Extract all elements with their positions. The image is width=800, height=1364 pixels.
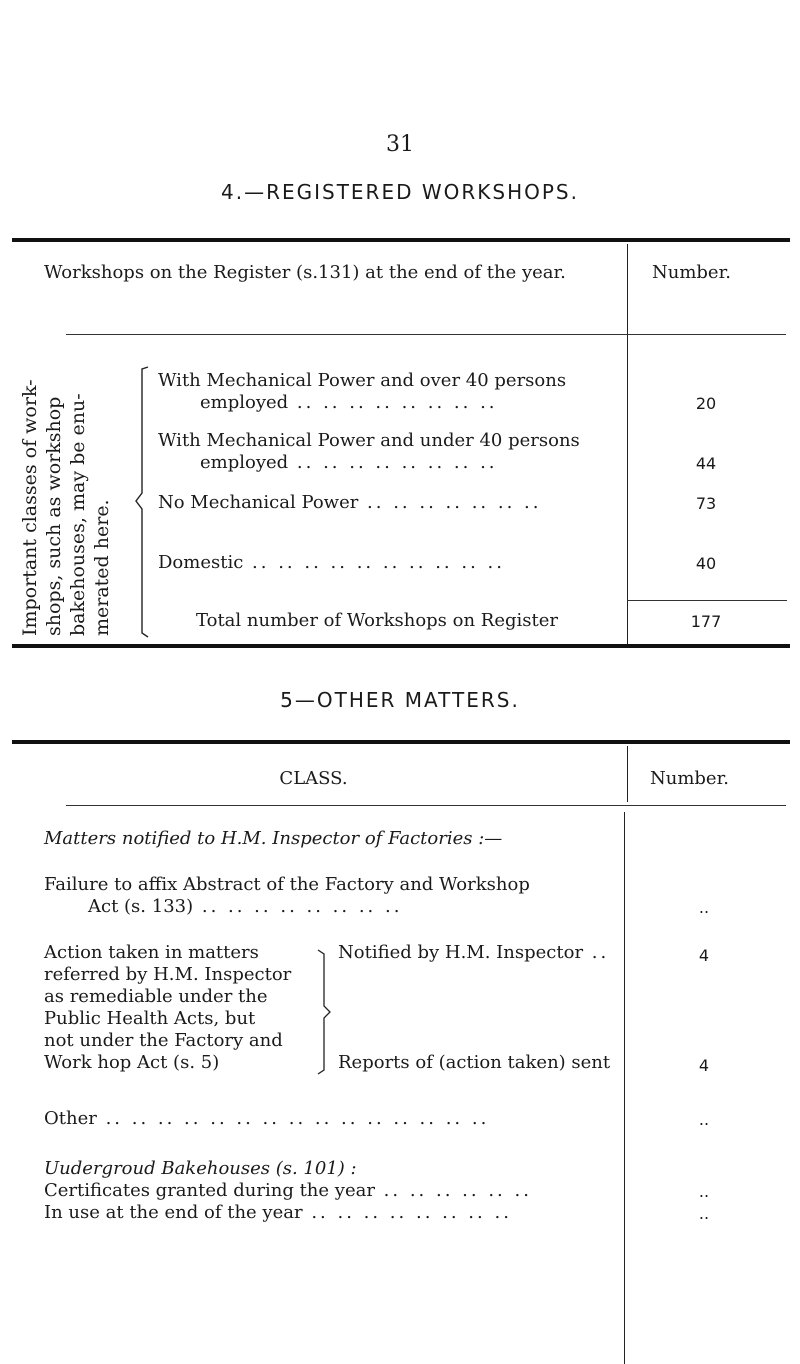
- workshops-header: Workshops on the Register (s.131) at the end of the year.: [44, 262, 566, 283]
- column-divider: [624, 812, 625, 1364]
- row-value: 40: [695, 554, 717, 573]
- number-header: Number.: [650, 768, 729, 789]
- row-label: With Mechanical Power and over 40 persons: [158, 370, 567, 391]
- header-rule: [66, 805, 786, 806]
- action-line: Public Health Acts, but: [44, 1008, 256, 1029]
- row-label: With Mechanical Power and under 40 persons: [158, 430, 580, 451]
- certificates-label: Certificates granted during the year: [44, 1180, 375, 1201]
- row-label-cont: Domestic .. .. .. .. .. .. .. .. .. ..: [158, 552, 505, 573]
- in-use-value: ..: [698, 1204, 710, 1223]
- section-5-title: 5—OTHER MATTERS.: [280, 688, 520, 712]
- action-line: not under the Factory and: [44, 1030, 283, 1051]
- other-value: ..: [698, 1110, 710, 1129]
- in-use-row: In use at the end of the year .. .. .. .. .. .. .. ..: [44, 1202, 512, 1223]
- column-divider: [627, 244, 628, 644]
- certificates-value: ..: [698, 1182, 710, 1201]
- notified-heading: [44, 828, 502, 850]
- row-value: 73: [695, 494, 717, 513]
- notified-by-label: Notified by H.M. Inspector ..: [338, 942, 610, 963]
- underground-heading-text: Uudergroud Bakehouses (s. 101) :: [44, 1158, 357, 1179]
- number-header: Number.: [652, 262, 731, 283]
- row-label-cont: employed .. .. .. .. .. .. .. ..: [200, 452, 498, 473]
- failure-line: Failure to affix Abstract of the Factory and Workshop: [44, 874, 530, 895]
- class-header: CLASS.: [279, 768, 348, 789]
- section-4-title: 4.—REGISTERED WORKSHOPS.: [221, 180, 579, 204]
- action-block: [44, 942, 291, 1074]
- row-value: 20: [695, 394, 717, 413]
- other-label: Other: [44, 1108, 97, 1129]
- side-label-line: bakehouses, may be enu-: [67, 393, 89, 636]
- side-label-line: Important classes of work-: [19, 379, 41, 636]
- side-label: [18, 340, 128, 640]
- total-value: 177: [690, 612, 722, 631]
- total-rule: [627, 600, 787, 601]
- side-label-line: merated here.: [91, 499, 113, 636]
- underground-heading: [44, 1158, 357, 1180]
- failure-act: Act (s. 133): [88, 896, 194, 917]
- certificates-row: Certificates granted during the year .. .. .. .. .. ..: [44, 1180, 532, 1201]
- row-label-cont: employed .. .. .. .. .. .. .. ..: [200, 392, 498, 413]
- reports-value: 4: [698, 1056, 710, 1075]
- total-label: Total number of Workshops on Register: [196, 610, 559, 631]
- section4-bottom-rule: [12, 644, 790, 648]
- side-label-line: shops, such as workshop: [43, 396, 65, 636]
- row-label-word: employed: [200, 452, 289, 473]
- action-line: Action taken in matters: [44, 942, 259, 963]
- row-label-cont: No Mechanical Power .. .. .. .. .. .. ..: [158, 492, 542, 513]
- failure-line-cont: Act (s. 133) .. .. .. .. .. .. .. ..: [88, 896, 403, 917]
- row-value: 44: [695, 454, 717, 473]
- notified-by-text: Notified by H.M. Inspector: [338, 942, 584, 963]
- other-row: Other .. .. .. .. .. .. .. .. .. .. .. .. .. .. ..: [44, 1108, 490, 1129]
- row-label-word: employed: [200, 392, 289, 413]
- failure-value: ..: [698, 898, 710, 917]
- reports-label: Reports of (action taken) sent: [338, 1052, 611, 1073]
- section5-top-rule: [12, 740, 790, 744]
- top-rule: [12, 238, 790, 242]
- header-column-divider: [627, 746, 628, 802]
- action-line: as remediable under the: [44, 986, 268, 1007]
- row-label-word: No Mechanical Power: [158, 492, 359, 513]
- notified-value: 4: [698, 946, 710, 965]
- in-use-label: In use at the end of the year: [44, 1202, 303, 1223]
- notified-heading-text: Matters notified to H.M. Inspector of Factories :—: [44, 828, 503, 849]
- row-label-word: Domestic: [158, 552, 244, 573]
- brace-icon: [316, 948, 334, 1078]
- action-line: Work hop Act (s. 5): [44, 1052, 220, 1073]
- page-number: 31: [386, 132, 414, 157]
- header-rule: [66, 334, 786, 335]
- brace-icon: [134, 365, 156, 640]
- action-line: referred by H.M. Inspector: [44, 964, 292, 985]
